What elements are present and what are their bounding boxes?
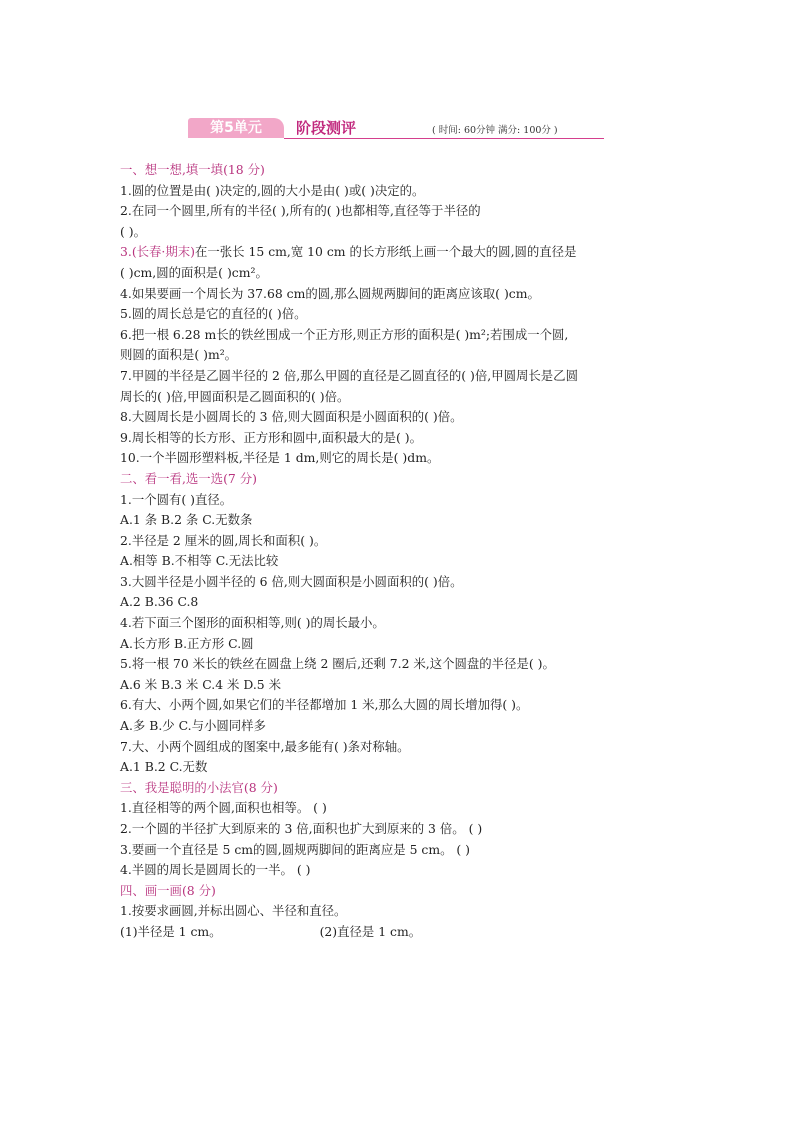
section-title-multiple-choice: 二、看一看,选一选(7 分) — [120, 470, 257, 486]
question-2-7: 7.大、小两个圆组成的图案中,最多能有( )条对称轴。 — [120, 738, 410, 754]
question-2-3: 3.大圆半径是小圆半径的 6 倍,则大圆面积是小圆面积的( )倍。 — [120, 573, 463, 589]
question-2-2: 2.半径是 2 厘米的圆,周长和面积( )。 — [120, 532, 327, 548]
question-1-2-line-1: 2.在同一个圆里,所有的半径( ),所有的( )也都相等,直径等于半径的 — [120, 203, 481, 219]
section-title-fill-blanks: 一、想一想,填一填(18 分) — [120, 162, 265, 177]
header-divider — [284, 138, 604, 139]
question-3-4: 4.半圆的周长是圆周长的一半。 ( ) — [120, 862, 311, 878]
question-4-1-parts — [120, 922, 690, 943]
question-2-1: 1.一个圆有( )直径。 — [120, 491, 233, 507]
question-1-6-line-2: 则圆的面积是( )m²。 — [120, 347, 238, 363]
unit-header — [188, 118, 608, 140]
section-title-true-false: 三、我是聪明的小法官(8 分) — [120, 779, 278, 795]
question-2-3-options: A.2 B.36 C.8 — [120, 594, 199, 610]
question-3-3: 3.要画一个直径是 5 cm的圆,圆规两脚间的距离应是 5 cm。 ( ) — [120, 841, 471, 857]
question-2-4: 4.若下面三个图形的面积相等,则( )的周长最小。 — [120, 615, 385, 631]
question-2-1-options: A.1 条 B.2 条 C.无数条 — [120, 512, 253, 528]
question-1-9: 9.周长相等的长方形、正方形和圆中,面积最大的是( )。 — [120, 429, 422, 445]
question-1-7-line-2: 周长的( )倍,甲圆面积是乙圆面积的( )倍。 — [120, 388, 350, 404]
question-1-3-line-1 — [120, 242, 690, 263]
question-2-4-options: A.长方形 B.正方形 C.圆 — [120, 635, 254, 651]
question-4-1: 1.按要求画圆,并标出圆心、半径和直径。 — [120, 903, 347, 919]
question-1-8: 8.大圆周长是小圆周长的 3 倍,则大圆面积是小圆面积的( )倍。 — [120, 409, 463, 425]
question-1-1: 1.圆的位置是由( )决定的,圆的大小是由( )或( )决定的。 — [120, 182, 425, 198]
question-2-6-options: A.多 B.少 C.与小圆同样多 — [120, 718, 266, 734]
question-1-4: 4.如果要画一个周长为 37.68 cm的圆,那么圆规两脚间的距离应该取( )cm。 — [120, 285, 540, 301]
question-1-5: 5.圆的周长总是它的直径的( )倍。 — [120, 306, 307, 322]
question-2-5: 5.将一根 70 米长的铁丝在圆盘上绕 2 圈后,还剩 7.2 米,这个圆盘的半径是( )。 — [120, 656, 555, 672]
question-1-3-line-2: ( )cm,圆的面积是( )cm²。 — [120, 264, 268, 280]
question-content — [120, 160, 690, 943]
question-3-1: 1.直径相等的两个圆,面积也相等。 ( ) — [120, 800, 327, 816]
question-2-2-options: A.相等 B.不相等 C.无法比较 — [120, 553, 279, 569]
question-2-7-options: A.1 B.2 C.无数 — [120, 759, 208, 775]
question-1-3-text: 在一张长 15 cm,宽 10 cm 的长方形纸上画一个最大的圆,圆的直径是 — [195, 244, 577, 260]
question-3-2: 2.一个圆的半径扩大到原来的 3 倍,面积也扩大到原来的 3 倍。 ( ) — [120, 821, 483, 836]
question-4-1-part-1: (1)半径是 1 cm。 — [120, 923, 222, 939]
page-title: 阶段测评 — [296, 119, 357, 137]
time-score-info: ( 时间: 60分钟 满分: 100分 ) — [432, 125, 558, 136]
question-4-1-part-2: (2)直径是 1 cm。 — [319, 923, 422, 939]
question-1-10: 10.一个半圆形塑料板,半径是 1 dm,则它的周长是( )dm。 — [120, 450, 440, 466]
question-1-6-line-1: 6.把一根 6.28 m长的铁丝围成一个正方形,则正方形的面积是( )m²;若围成一个圆, — [120, 326, 569, 342]
question-1-7-line-1: 7.甲圆的半径是乙圆半径的 2 倍,那么甲圆的直径是乙圆直径的( )倍,甲圆周长是乙圆 — [120, 367, 578, 383]
unit-label: 第5单元 — [188, 118, 284, 138]
question-source-tag: 3.(长春·期末) — [120, 244, 195, 260]
question-2-5-options: A.6 米 B.3 米 C.4 米 D.5 米 — [120, 676, 282, 692]
question-1-2-line-2: ( )。 — [120, 223, 146, 239]
section-title-drawing: 四、画一画(8 分) — [120, 882, 216, 898]
question-2-6: 6.有大、小两个圆,如果它们的半径都增加 1 米,那么大圆的周长增加得( )。 — [120, 697, 529, 713]
